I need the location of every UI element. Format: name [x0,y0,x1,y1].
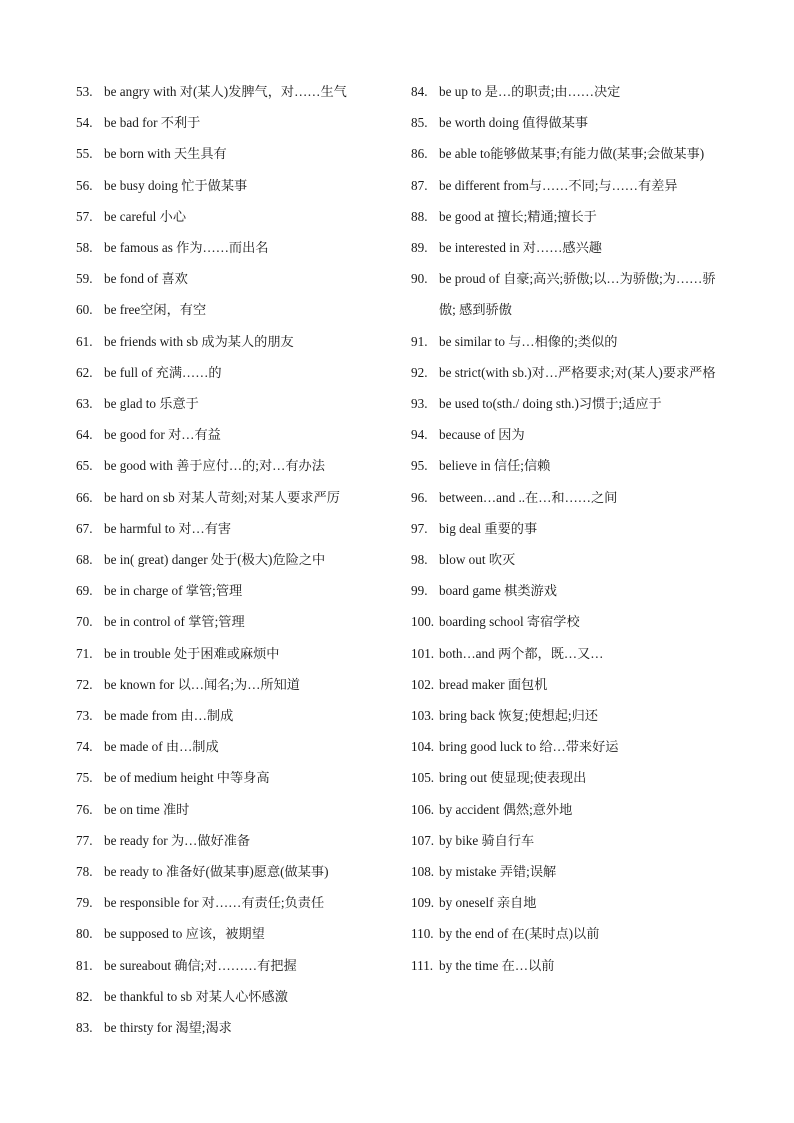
entry-number: 77. [76,832,93,848]
entry-text: be known for 以…闻名;为…所知道 [104,676,300,692]
vocab-entry [76,638,381,669]
entry-text: be busy doing 忙于做某事 [104,177,248,193]
entry-number: 108. [411,864,435,880]
vocab-entry [411,669,731,700]
entry-text: be good with 善于应付…的;对…有办法 [104,458,325,474]
right-column [411,76,731,981]
vocab-entry [411,700,731,731]
entry-number: 84. [411,84,428,99]
entry-text: bread maker 面包机 [439,676,548,692]
vocab-entry [411,232,731,263]
vocab-entry [76,263,381,294]
entry-text: bring out 使显现;使表现出 [439,770,587,786]
entry-text: by the end of 在(某时点)以前 [439,926,600,942]
entry-number: 78. [76,864,93,880]
entry-text: be different from与……不同;与……有差异 [439,177,678,193]
entry-number: 70. [76,614,93,630]
vocab-entry [76,544,381,575]
entry-text: be ready to 准备好(做某事)愿意(做某事) [104,864,329,880]
entry-number: 65. [76,458,93,474]
entry-text: be in charge of 掌管;管理 [104,583,243,599]
vocab-entry [76,326,381,357]
entry-text: be sureabout 确信;对………有把握 [104,957,297,973]
entry-text: be thankful to sb 对某人心怀感激 [104,988,288,1004]
vocab-entry [76,201,381,232]
entry-number: 71. [76,645,93,661]
entry-text: both…and 两个都，既…又… [439,645,604,661]
entry-number: 57. [76,208,93,224]
vocab-entry [76,825,381,856]
vocab-entry [411,450,731,481]
entry-text: between…and ..在…和……之间 [439,489,618,505]
entry-number: 66. [76,489,93,505]
entry-text: board game 棋类游戏 [439,583,557,599]
vocab-entry [411,263,731,325]
entry-text: be of medium height 中等身高 [104,770,270,786]
entry-number: 94. [411,427,428,443]
vocab-entry [76,731,381,762]
entry-text: be famous as 作为……而出名 [104,240,269,256]
entry-text: be good at 擅长;精通;擅长于 [439,208,597,224]
vocab-entry [76,856,381,887]
vocab-entry [76,794,381,825]
entry-number: 99. [411,583,428,599]
entry-text: boarding school 寄宿学校 [439,614,580,630]
entry-number: 101. [411,645,435,661]
vocab-entry [76,513,381,544]
entry-text: be friends with sb 成为某人的朋友 [104,333,294,349]
entry-text: be proud of 自豪;高兴;骄傲;以…为骄傲;为……骄傲; 感到骄傲 [439,271,716,318]
entry-number: 92. [411,364,428,380]
vocab-entry [411,762,731,793]
entry-text: be hard on sb 对某人苛刻;对某人要求严厉 [104,489,340,505]
entry-text: be harmful to 对…有害 [104,520,232,536]
entry-number: 111. [411,957,434,973]
entry-number: 96. [411,489,428,505]
vocab-entry [411,731,731,762]
entry-text: be responsible for 对……有责任;负责任 [104,895,325,911]
entry-number: 107. [411,832,435,848]
entry-text: bring back 恢复;使想起;归还 [439,708,598,724]
entry-number: 105. [411,770,435,786]
entry-text: big deal 重要的事 [439,520,538,536]
vocab-entry [76,107,381,138]
entry-number: 69. [76,583,93,599]
entry-number: 97. [411,520,428,536]
entry-number: 63. [76,396,93,412]
entry-text: blow out 吹灭 [439,552,516,568]
entry-text: be up to 是…的职责;由……决定 [439,84,621,99]
entry-text: be born with 天生具有 [104,146,227,162]
entry-text: by bike 骑自行车 [439,832,535,848]
vocab-entry [76,981,381,1012]
vocab-entry [411,76,731,107]
vocab-entry [411,856,731,887]
entry-text: be thirsty for 渴望;渴求 [104,1020,232,1036]
entry-number: 91. [411,333,428,349]
entry-text: believe in 信任;信赖 [439,458,551,474]
vocab-entry [411,575,731,606]
entry-text: by oneself 亲自地 [439,895,537,911]
entry-number: 93. [411,396,428,412]
vocab-entry [411,107,731,138]
vocab-entry [411,950,731,981]
entry-number: 98. [411,552,428,568]
vocab-entry [411,825,731,856]
entry-text: be in trouble 处于困难或麻烦中 [104,645,280,661]
vocab-entry [411,513,731,544]
vocab-entry [411,326,731,357]
vocab-entry [76,575,381,606]
vocab-entry [76,1012,381,1043]
entry-text: because of 因为 [439,427,525,443]
entry-text: be angry with 对(某人)发脾气，对……生气 [104,84,347,99]
entry-text: be on time 准时 [104,801,190,817]
vocab-entry [76,669,381,700]
entry-number: 62. [76,364,93,380]
entry-text: be interested in 对……感兴趣 [439,240,602,256]
entry-text: be full of 充满……的 [104,364,222,380]
entry-number: 73. [76,708,93,724]
entry-number: 60. [76,302,93,318]
entry-number: 67. [76,520,93,536]
entry-number: 81. [76,957,93,973]
entry-number: 79. [76,895,93,911]
entry-number: 88. [411,208,428,224]
entry-number: 83. [76,1020,93,1036]
entry-text: be bad for 不利于 [104,115,201,131]
entry-text: by the time 在…以前 [439,957,555,973]
entry-number: 102. [411,676,435,692]
entry-number: 55. [76,146,93,162]
entry-number: 53. [76,84,93,99]
entry-number: 106. [411,801,435,817]
entry-number: 56. [76,177,93,193]
entry-text: by mistake 弄错;误解 [439,864,557,880]
entry-text: be strict(with sb.)对…严格要求;对(某人)要求严格 [439,364,716,380]
entry-text: be free空闲，有空 [104,302,207,318]
entry-number: 59. [76,271,93,287]
vocab-entry [76,762,381,793]
entry-number: 68. [76,552,93,568]
entry-number: 80. [76,926,93,942]
entry-text: be in( great) danger 处于(极大)危险之中 [104,552,326,568]
vocab-entry [411,482,731,513]
entry-number: 64. [76,427,93,443]
entry-number: 89. [411,240,428,256]
entry-number: 90. [411,271,428,287]
entry-number: 87. [411,177,428,193]
entry-text: be made of 由…制成 [104,739,219,755]
entry-number: 82. [76,988,93,1004]
entry-number: 54. [76,115,93,131]
vocab-entry [76,700,381,731]
entry-number: 75. [76,770,93,786]
vocab-entry [76,450,381,481]
vocab-entry [76,76,381,107]
vocab-entry [411,544,731,575]
vocab-entry [411,794,731,825]
entry-text: be used to(sth./ doing sth.)习惯于;适应于 [439,396,662,412]
vocab-entry [411,638,731,669]
entry-number: 61. [76,333,93,349]
entry-number: 95. [411,458,428,474]
entry-text: be worth doing 值得做某事 [439,115,589,131]
entry-text: be fond of 喜欢 [104,271,188,287]
vocab-entry [76,388,381,419]
entry-number: 72. [76,676,93,692]
vocab-entry [76,482,381,513]
vocab-entry [76,918,381,949]
entry-text: be ready for 为…做好准备 [104,832,251,848]
entry-text: be similar to 与…相像的;类似的 [439,333,618,349]
vocab-entry [76,232,381,263]
entry-text: be able to能够做某事;有能力做(某事;会做某事) [439,146,705,162]
vocab-entry [411,201,731,232]
entry-number: 86. [411,146,428,162]
entry-text: be made from 由…制成 [104,708,234,724]
entry-number: 109. [411,895,435,911]
entry-number: 103. [411,708,435,724]
vocab-entry [76,606,381,637]
vocab-entry [411,138,731,169]
vocab-entry [76,138,381,169]
entry-number: 58. [76,240,93,256]
vocab-entry [411,170,731,201]
vocab-entry [411,388,731,419]
vocab-entry [411,887,731,918]
left-column [76,76,381,1043]
entry-text: be glad to 乐意于 [104,396,199,412]
vocab-entry [411,918,731,949]
entry-number: 104. [411,739,435,755]
vocab-entry [411,606,731,637]
entry-number: 100. [411,614,435,630]
entry-text: be careful 小心 [104,208,187,224]
vocab-entry [411,419,731,450]
entry-text: be good for 对…有益 [104,427,221,443]
vocab-entry [76,419,381,450]
vocab-entry [76,357,381,388]
vocab-entry [76,887,381,918]
entry-number: 85. [411,115,428,131]
entry-number: 110. [411,926,434,942]
entry-text: by accident 偶然;意外地 [439,801,573,817]
entry-number: 76. [76,801,93,817]
entry-text: be in control of 掌管;管理 [104,614,245,630]
vocab-entry [76,294,381,325]
entry-text: bring good luck to 给…带来好运 [439,739,619,755]
vocab-entry [76,170,381,201]
entry-number: 74. [76,739,93,755]
entry-text: be supposed to 应该，被期望 [104,926,265,942]
vocab-entry [76,950,381,981]
vocab-entry [411,357,731,388]
